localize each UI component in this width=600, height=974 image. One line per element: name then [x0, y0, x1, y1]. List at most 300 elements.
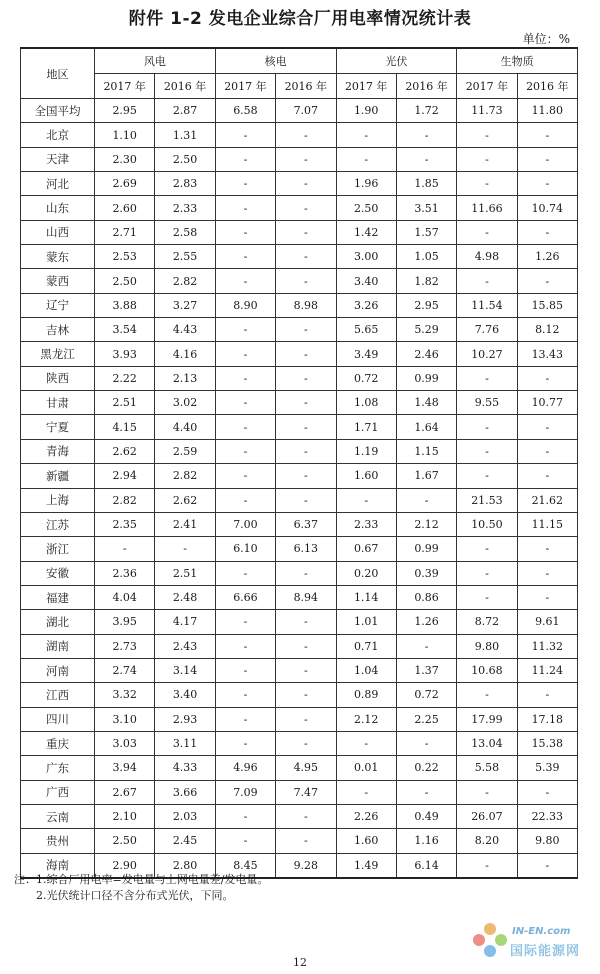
- value-cell: 8.94: [276, 585, 336, 609]
- value-cell: -: [215, 683, 275, 707]
- watermark-cn: 国际能源网: [510, 944, 581, 959]
- value-cell: 1.67: [396, 464, 456, 488]
- table-row: [21, 147, 578, 171]
- region-cell: 上海: [21, 488, 95, 512]
- value-cell: -: [457, 439, 517, 463]
- value-cell: -: [517, 683, 577, 707]
- value-cell: 17.99: [457, 707, 517, 731]
- value-cell: -: [215, 634, 275, 658]
- value-cell: -: [396, 488, 456, 512]
- region-cell: 河南: [21, 658, 95, 682]
- value-cell: -: [215, 172, 275, 196]
- value-cell: 1.08: [336, 391, 396, 415]
- value-cell: 0.22: [396, 756, 456, 780]
- value-cell: 4.40: [155, 415, 215, 439]
- value-cell: 2.50: [95, 829, 155, 853]
- value-cell: 10.50: [457, 512, 517, 536]
- value-cell: 1.10: [95, 123, 155, 147]
- value-cell: 4.43: [155, 318, 215, 342]
- value-cell: -: [215, 196, 275, 220]
- value-cell: 0.99: [396, 366, 456, 390]
- value-cell: 7.07: [276, 99, 336, 123]
- region-cell: 浙江: [21, 537, 95, 561]
- table-row: [21, 196, 578, 220]
- value-cell: -: [276, 196, 336, 220]
- table-row: [21, 561, 578, 585]
- value-cell: -: [276, 391, 336, 415]
- value-cell: -: [457, 147, 517, 171]
- value-cell: -: [276, 123, 336, 147]
- value-cell: -: [457, 415, 517, 439]
- value-cell: 2.83: [155, 172, 215, 196]
- value-cell: 11.66: [457, 196, 517, 220]
- value-cell: 2.95: [95, 99, 155, 123]
- value-cell: 8.90: [215, 293, 275, 317]
- value-cell: -: [276, 245, 336, 269]
- statistics-table: [20, 47, 578, 879]
- value-cell: -: [215, 439, 275, 463]
- table-row: [21, 610, 578, 634]
- value-cell: -: [517, 415, 577, 439]
- footnotes: [14, 872, 268, 904]
- in-en-logo-icon: [470, 920, 510, 960]
- value-cell: -: [215, 220, 275, 244]
- table-row: [21, 464, 578, 488]
- value-cell: 1.01: [336, 610, 396, 634]
- value-cell: 1.48: [396, 391, 456, 415]
- value-cell: 0.72: [396, 683, 456, 707]
- region-cell: 云南: [21, 804, 95, 828]
- table-row: [21, 269, 578, 293]
- value-cell: -: [457, 585, 517, 609]
- value-cell: 1.82: [396, 269, 456, 293]
- value-cell: 13.43: [517, 342, 577, 366]
- region-cell: 湖北: [21, 610, 95, 634]
- value-cell: -: [276, 683, 336, 707]
- value-cell: 1.96: [336, 172, 396, 196]
- value-cell: 1.26: [396, 610, 456, 634]
- value-cell: 4.95: [276, 756, 336, 780]
- value-cell: 2.80: [155, 853, 215, 878]
- value-cell: 10.74: [517, 196, 577, 220]
- value-cell: -: [276, 415, 336, 439]
- table-row: [21, 512, 578, 536]
- value-cell: 8.72: [457, 610, 517, 634]
- value-cell: -: [276, 610, 336, 634]
- value-cell: -: [517, 780, 577, 804]
- region-cell: 甘肃: [21, 391, 95, 415]
- value-cell: -: [336, 147, 396, 171]
- value-cell: 2.50: [95, 269, 155, 293]
- value-cell: -: [276, 488, 336, 512]
- table-row: [21, 488, 578, 512]
- value-cell: 0.67: [336, 537, 396, 561]
- value-cell: 2.46: [396, 342, 456, 366]
- value-cell: -: [517, 269, 577, 293]
- region-cell: 重庆: [21, 731, 95, 755]
- value-cell: 4.17: [155, 610, 215, 634]
- value-cell: -: [457, 123, 517, 147]
- value-cell: -: [396, 634, 456, 658]
- value-cell: 0.49: [396, 804, 456, 828]
- value-cell: 9.55: [457, 391, 517, 415]
- value-cell: 4.98: [457, 245, 517, 269]
- header-year: 2016 年: [276, 74, 336, 99]
- watermark-en: IN-EN.com: [512, 926, 571, 937]
- value-cell: -: [517, 585, 577, 609]
- value-cell: -: [396, 147, 456, 171]
- value-cell: 2.33: [336, 512, 396, 536]
- value-cell: 2.33: [155, 196, 215, 220]
- value-cell: 1.19: [336, 439, 396, 463]
- value-cell: 2.51: [95, 391, 155, 415]
- value-cell: 8.20: [457, 829, 517, 853]
- value-cell: 26.07: [457, 804, 517, 828]
- table-row: [21, 634, 578, 658]
- value-cell: 2.62: [95, 439, 155, 463]
- value-cell: 17.18: [517, 707, 577, 731]
- value-cell: -: [517, 172, 577, 196]
- value-cell: 11.15: [517, 512, 577, 536]
- value-cell: -: [336, 488, 396, 512]
- value-cell: -: [215, 707, 275, 731]
- region-cell: 山东: [21, 196, 95, 220]
- value-cell: 1.71: [336, 415, 396, 439]
- table-row: [21, 99, 578, 123]
- value-cell: 3.10: [95, 707, 155, 731]
- value-cell: 11.54: [457, 293, 517, 317]
- value-cell: -: [396, 731, 456, 755]
- value-cell: -: [215, 658, 275, 682]
- value-cell: 2.12: [396, 512, 456, 536]
- value-cell: 2.82: [95, 488, 155, 512]
- value-cell: 1.16: [396, 829, 456, 853]
- value-cell: 1.05: [396, 245, 456, 269]
- region-cell: 陕西: [21, 366, 95, 390]
- table-row: [21, 391, 578, 415]
- value-cell: 2.03: [155, 804, 215, 828]
- value-cell: -: [276, 731, 336, 755]
- region-cell: 江苏: [21, 512, 95, 536]
- table-row: [21, 804, 578, 828]
- value-cell: 3.88: [95, 293, 155, 317]
- value-cell: 21.62: [517, 488, 577, 512]
- value-cell: -: [517, 123, 577, 147]
- region-cell: 蒙西: [21, 269, 95, 293]
- value-cell: 3.40: [155, 683, 215, 707]
- value-cell: 0.86: [396, 585, 456, 609]
- value-cell: -: [215, 610, 275, 634]
- value-cell: 3.00: [336, 245, 396, 269]
- region-cell: 吉林: [21, 318, 95, 342]
- table-row: [21, 172, 578, 196]
- value-cell: 2.82: [155, 269, 215, 293]
- value-cell: -: [276, 561, 336, 585]
- header-year: 2016 年: [155, 74, 215, 99]
- value-cell: -: [215, 415, 275, 439]
- value-cell: 3.94: [95, 756, 155, 780]
- value-cell: 3.02: [155, 391, 215, 415]
- value-cell: 2.41: [155, 512, 215, 536]
- value-cell: -: [215, 245, 275, 269]
- value-cell: 1.64: [396, 415, 456, 439]
- value-cell: -: [215, 123, 275, 147]
- value-cell: 2.69: [95, 172, 155, 196]
- value-cell: 7.47: [276, 780, 336, 804]
- value-cell: -: [215, 318, 275, 342]
- value-cell: -: [276, 464, 336, 488]
- value-cell: 22.33: [517, 804, 577, 828]
- value-cell: 1.49: [336, 853, 396, 878]
- value-cell: 6.58: [215, 99, 275, 123]
- value-cell: 0.99: [396, 537, 456, 561]
- value-cell: 2.67: [95, 780, 155, 804]
- region-cell: 天津: [21, 147, 95, 171]
- value-cell: 4.16: [155, 342, 215, 366]
- region-cell: 湖南: [21, 634, 95, 658]
- table-row: [21, 537, 578, 561]
- value-cell: 2.30: [95, 147, 155, 171]
- value-cell: 9.80: [517, 829, 577, 853]
- value-cell: 3.32: [95, 683, 155, 707]
- table-row: [21, 220, 578, 244]
- value-cell: 10.77: [517, 391, 577, 415]
- footnote-2: 2.光伏统计口径不含分布式光伏，下同。: [36, 889, 234, 902]
- value-cell: 9.61: [517, 610, 577, 634]
- value-cell: -: [215, 269, 275, 293]
- value-cell: -: [457, 269, 517, 293]
- value-cell: -: [215, 804, 275, 828]
- unit-label: 单位：%: [522, 32, 570, 46]
- value-cell: 2.22: [95, 366, 155, 390]
- value-cell: 2.35: [95, 512, 155, 536]
- value-cell: 2.82: [155, 464, 215, 488]
- value-cell: -: [276, 829, 336, 853]
- value-cell: 2.50: [336, 196, 396, 220]
- value-cell: 6.10: [215, 537, 275, 561]
- value-cell: 2.93: [155, 707, 215, 731]
- value-cell: 2.48: [155, 585, 215, 609]
- header-region: 地区: [21, 48, 95, 99]
- header-year: 2017 年: [215, 74, 275, 99]
- value-cell: 11.32: [517, 634, 577, 658]
- value-cell: -: [457, 683, 517, 707]
- region-cell: 江西: [21, 683, 95, 707]
- header-group-wind: 风电: [95, 48, 216, 74]
- value-cell: -: [276, 342, 336, 366]
- value-cell: 9.28: [276, 853, 336, 878]
- value-cell: 1.15: [396, 439, 456, 463]
- table-row: [21, 658, 578, 682]
- value-cell: -: [517, 464, 577, 488]
- value-cell: 3.54: [95, 318, 155, 342]
- value-cell: 5.58: [457, 756, 517, 780]
- value-cell: -: [215, 829, 275, 853]
- value-cell: 2.12: [336, 707, 396, 731]
- value-cell: 0.71: [336, 634, 396, 658]
- value-cell: 1.90: [336, 99, 396, 123]
- region-cell: 海南: [21, 853, 95, 878]
- value-cell: 4.33: [155, 756, 215, 780]
- header-year: 2016 年: [517, 74, 577, 99]
- value-cell: -: [517, 366, 577, 390]
- value-cell: 2.87: [155, 99, 215, 123]
- value-cell: 6.37: [276, 512, 336, 536]
- value-cell: -: [336, 123, 396, 147]
- value-cell: 1.85: [396, 172, 456, 196]
- value-cell: 5.65: [336, 318, 396, 342]
- value-cell: -: [276, 634, 336, 658]
- header-year: 2017 年: [336, 74, 396, 99]
- value-cell: -: [457, 537, 517, 561]
- value-cell: 2.55: [155, 245, 215, 269]
- value-cell: 2.59: [155, 439, 215, 463]
- table-body: [21, 99, 578, 879]
- region-cell: 黑龙江: [21, 342, 95, 366]
- value-cell: -: [276, 439, 336, 463]
- region-cell: 全国平均: [21, 99, 95, 123]
- table-row: [21, 756, 578, 780]
- value-cell: 2.10: [95, 804, 155, 828]
- region-cell: 安徽: [21, 561, 95, 585]
- value-cell: 15.38: [517, 731, 577, 755]
- table-row: [21, 318, 578, 342]
- value-cell: 11.73: [457, 99, 517, 123]
- value-cell: 0.39: [396, 561, 456, 585]
- value-cell: 8.45: [215, 853, 275, 878]
- value-cell: 2.53: [95, 245, 155, 269]
- value-cell: 2.50: [155, 147, 215, 171]
- value-cell: 5.29: [396, 318, 456, 342]
- value-cell: 2.58: [155, 220, 215, 244]
- value-cell: 1.14: [336, 585, 396, 609]
- region-cell: 北京: [21, 123, 95, 147]
- value-cell: 2.60: [95, 196, 155, 220]
- value-cell: 2.13: [155, 366, 215, 390]
- value-cell: 1.60: [336, 829, 396, 853]
- value-cell: -: [517, 853, 577, 878]
- value-cell: 3.26: [336, 293, 396, 317]
- value-cell: 1.72: [396, 99, 456, 123]
- value-cell: -: [276, 804, 336, 828]
- value-cell: 2.62: [155, 488, 215, 512]
- value-cell: 3.40: [336, 269, 396, 293]
- value-cell: -: [457, 172, 517, 196]
- value-cell: 1.37: [396, 658, 456, 682]
- value-cell: 2.51: [155, 561, 215, 585]
- value-cell: 1.60: [336, 464, 396, 488]
- table-row: [21, 123, 578, 147]
- value-cell: -: [457, 780, 517, 804]
- value-cell: -: [95, 537, 155, 561]
- value-cell: -: [457, 220, 517, 244]
- value-cell: 4.15: [95, 415, 155, 439]
- value-cell: -: [215, 366, 275, 390]
- value-cell: -: [457, 561, 517, 585]
- value-cell: 11.80: [517, 99, 577, 123]
- value-cell: 2.45: [155, 829, 215, 853]
- value-cell: -: [276, 318, 336, 342]
- value-cell: 10.27: [457, 342, 517, 366]
- value-cell: 3.66: [155, 780, 215, 804]
- value-cell: -: [215, 464, 275, 488]
- value-cell: -: [276, 172, 336, 196]
- value-cell: 3.14: [155, 658, 215, 682]
- value-cell: -: [457, 366, 517, 390]
- value-cell: -: [215, 561, 275, 585]
- value-cell: 7.09: [215, 780, 275, 804]
- value-cell: -: [517, 147, 577, 171]
- value-cell: -: [215, 147, 275, 171]
- region-cell: 河北: [21, 172, 95, 196]
- header-group-nuclear: 核电: [215, 48, 336, 74]
- table-row: [21, 342, 578, 366]
- value-cell: 7.00: [215, 512, 275, 536]
- value-cell: 2.26: [336, 804, 396, 828]
- region-cell: 四川: [21, 707, 95, 731]
- value-cell: 11.24: [517, 658, 577, 682]
- value-cell: 2.90: [95, 853, 155, 878]
- value-cell: 15.85: [517, 293, 577, 317]
- value-cell: 7.76: [457, 318, 517, 342]
- value-cell: 21.53: [457, 488, 517, 512]
- value-cell: 2.74: [95, 658, 155, 682]
- value-cell: -: [396, 123, 456, 147]
- value-cell: -: [215, 342, 275, 366]
- value-cell: -: [517, 561, 577, 585]
- header-year: 2016 年: [396, 74, 456, 99]
- value-cell: -: [215, 731, 275, 755]
- value-cell: 6.14: [396, 853, 456, 878]
- value-cell: 8.12: [517, 318, 577, 342]
- value-cell: 2.25: [396, 707, 456, 731]
- value-cell: -: [457, 853, 517, 878]
- table-row: [21, 293, 578, 317]
- value-cell: -: [155, 537, 215, 561]
- value-cell: 3.51: [396, 196, 456, 220]
- value-cell: -: [276, 220, 336, 244]
- table-row: [21, 829, 578, 853]
- value-cell: 1.42: [336, 220, 396, 244]
- value-cell: 1.26: [517, 245, 577, 269]
- region-cell: 福建: [21, 585, 95, 609]
- value-cell: -: [457, 464, 517, 488]
- value-cell: -: [336, 731, 396, 755]
- value-cell: 0.01: [336, 756, 396, 780]
- value-cell: -: [215, 391, 275, 415]
- region-cell: 宁夏: [21, 415, 95, 439]
- header-year: 2017 年: [457, 74, 517, 99]
- value-cell: -: [276, 269, 336, 293]
- table-row: [21, 366, 578, 390]
- value-cell: 5.39: [517, 756, 577, 780]
- value-cell: 13.04: [457, 731, 517, 755]
- value-cell: 0.72: [336, 366, 396, 390]
- value-cell: 6.13: [276, 537, 336, 561]
- table-row: [21, 245, 578, 269]
- value-cell: 10.68: [457, 658, 517, 682]
- value-cell: 3.27: [155, 293, 215, 317]
- value-cell: 4.04: [95, 585, 155, 609]
- value-cell: 3.93: [95, 342, 155, 366]
- header-group-biomass: 生物质: [457, 48, 578, 74]
- table-row: [21, 780, 578, 804]
- table-row: [21, 731, 578, 755]
- region-cell: 广东: [21, 756, 95, 780]
- value-cell: -: [336, 780, 396, 804]
- value-cell: 3.11: [155, 731, 215, 755]
- region-cell: 广西: [21, 780, 95, 804]
